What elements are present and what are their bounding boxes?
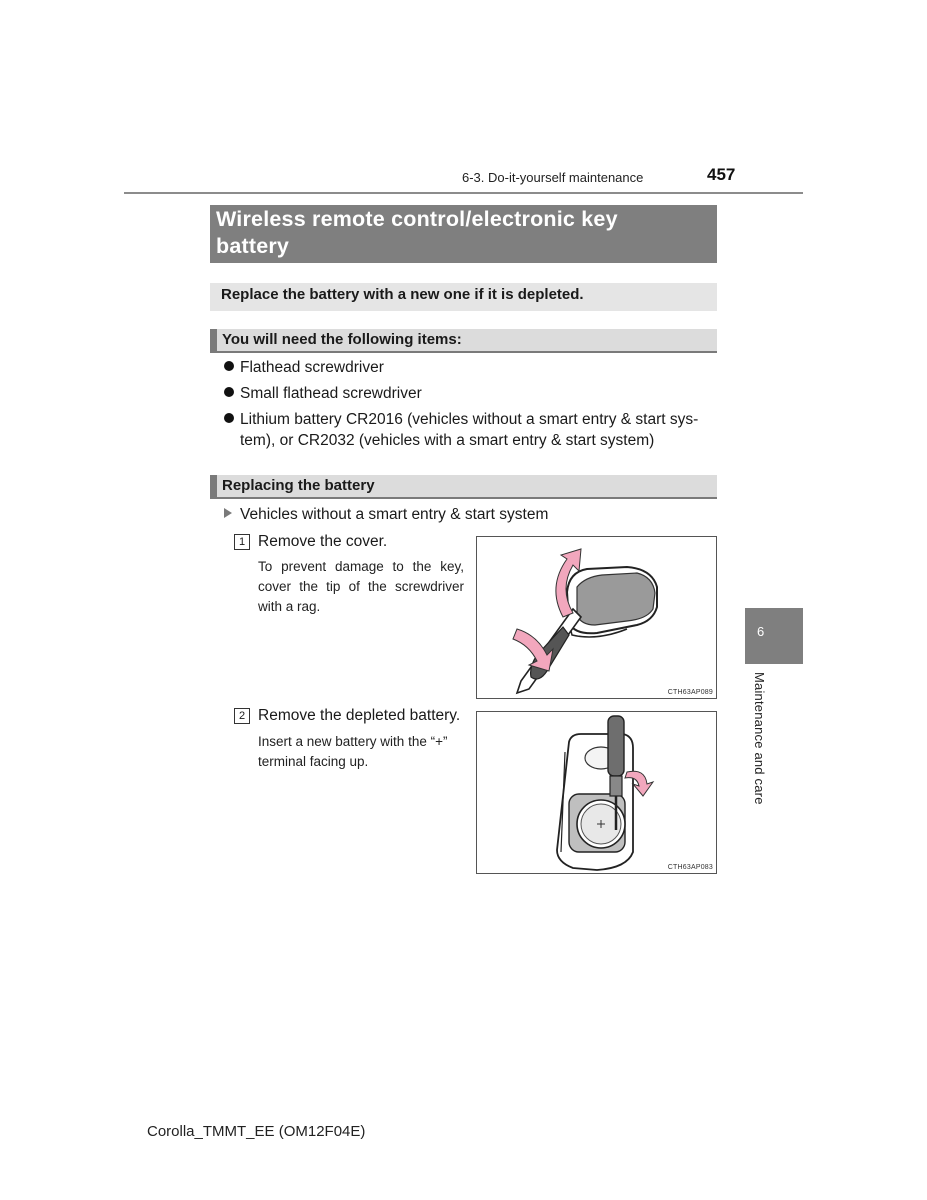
step-2-note: Insert a new battery with the “+” terminal facing up. [258,734,448,769]
chapter-title-vertical: Maintenance and care [752,672,767,805]
section-title-banner [210,205,717,263]
bullet-dot-icon [224,387,234,397]
title-line-2: battery [216,234,290,258]
bullet-dot-icon [224,413,234,423]
chapter-tab: 6 [745,608,803,664]
title-line-1: Wireless remote control/electronic key [216,207,618,231]
step-2-illustration [476,711,717,874]
battery-removal-drawing [477,712,716,873]
items-heading: You will need the following items: [210,329,717,353]
vehicle-type-line: Vehicles without a smart entry & start system [224,504,548,526]
footer-doc-id: Corolla_TMMT_EE (OM12F04E) [147,1123,366,1140]
list-item: Flathead screwdriver [224,357,384,379]
list-item-continuation: tem), or CR2032 (vehicles with a smart entry & start system) [240,432,655,449]
header-divider [124,192,803,194]
step-1-illustration [476,536,717,699]
step-number-2: 2 [234,708,250,724]
figure-code: CTH63AP083 [667,864,713,871]
step-2-title: Remove the depleted battery. [258,707,461,724]
step-1-title: Remove the cover. [258,533,388,550]
bullet-dot-icon [224,361,234,371]
step-number-1: 1 [234,534,250,550]
step-1-note: To prevent damage to the key, cover the tip of the screwdriver with a rag. [258,559,464,614]
list-item: Small flathead screwdriver [224,383,422,405]
replacing-heading: Replacing the battery [210,475,717,499]
key-cover-removal-drawing [477,537,716,698]
running-header: 6-3. Do-it-yourself maintenance [462,170,644,185]
figure-code: CTH63AP089 [667,689,713,696]
info-bar: Replace the battery with a new one if it is depleted. [210,283,717,311]
list-item: Lithium battery CR2016 (vehicles without a smart entry & start sys- [224,409,698,431]
triangle-arrow-icon [224,508,232,518]
page-number: 457 [707,165,736,184]
